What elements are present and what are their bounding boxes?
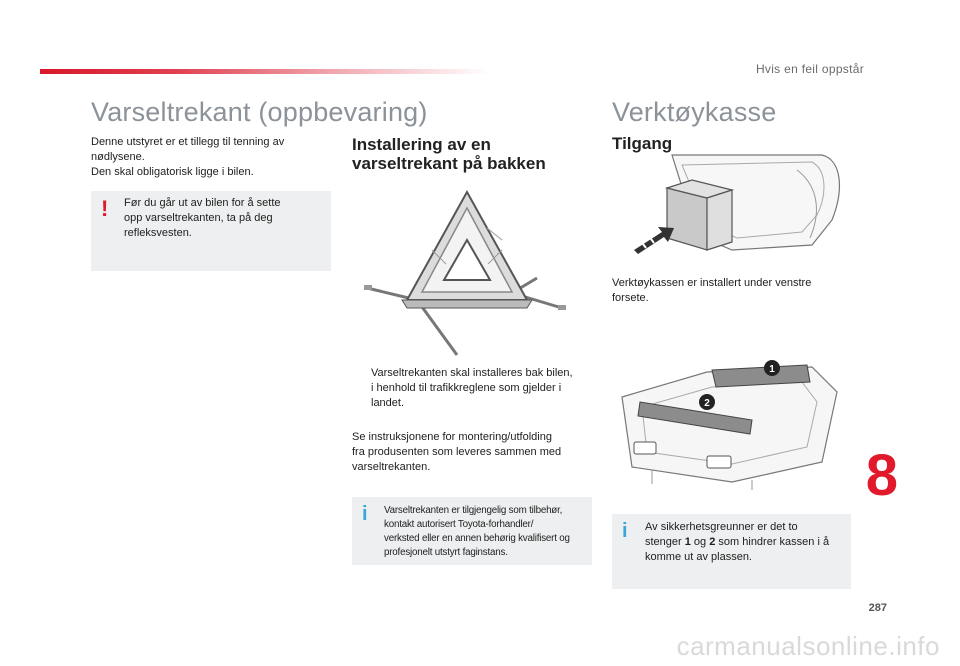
info-line: profesjonelt utstyrt faginstans. (384, 547, 508, 558)
info-line: kontakt autorisert Toyota-forhandler/ (384, 519, 534, 530)
warning-triangle-illustration (362, 180, 572, 358)
left-heading: Varseltrekant (oppbevaring) (91, 97, 428, 127)
warning-line: Før du går ut av bilen for å sette (124, 197, 281, 209)
warning-line: refleksvesten. (124, 227, 192, 239)
installation-bullet (352, 366, 588, 411)
middle-heading-line: Installering av en (352, 135, 491, 154)
middle-heading (352, 135, 546, 173)
paragraph-line: varseltrekanten. (352, 461, 431, 473)
info-line: komme ut av plassen. (645, 551, 752, 563)
right-info-box (612, 514, 851, 589)
info-icon: i (622, 520, 628, 542)
callout-1-label: 1 (769, 364, 775, 375)
warning-text (124, 196, 324, 241)
bullet-line: Varseltrekanten skal installeres bak bilen, (371, 367, 573, 379)
warning-line: opp varseltrekanten, ta på deg (124, 212, 273, 224)
watermark: carmanualsonline.info (676, 631, 940, 661)
paragraph-line: fra produsenten som leveres sammen med (352, 446, 562, 458)
paragraph-line: Verktøykassen er installert under venstre (612, 277, 812, 289)
warning-box (91, 191, 331, 271)
intro-line: Denne utstyret er et tillegg til tenning av (91, 136, 285, 148)
info-line: Varseltrekanten er tilgjengelig som tilbehør, (384, 505, 563, 516)
seat-toolbox-illustration (612, 150, 852, 265)
right-subheading: Tilgang (612, 134, 673, 153)
paragraph-line: Se instruksjonene for montering/utfolding (352, 431, 552, 443)
intro-line: Den skal obligatorisk ligge i bilen. (91, 166, 254, 178)
info-line: verksted eller en annen behørig kvalifisert og (384, 533, 570, 544)
bullet-line: i henhold til trafikkreglene som gjelder i (371, 382, 562, 394)
left-intro (91, 135, 321, 180)
right-info-text (645, 520, 845, 565)
section-title: Hvis en feil oppstår (755, 62, 864, 76)
toolbox-paragraph (612, 276, 848, 306)
info-icon: i (362, 503, 368, 525)
warning-icon: ! (101, 196, 109, 221)
chapter-number: 8 (865, 443, 898, 508)
right-heading: Verktøykasse (612, 97, 777, 127)
middle-info-box (352, 497, 592, 565)
info-line: stenger 1 og 2 som hindrer kassen i å (645, 536, 830, 548)
middle-heading-line: varseltrekant på bakken (352, 154, 546, 173)
paragraph-line: forsete. (612, 292, 649, 304)
instructions-paragraph (352, 430, 588, 475)
callout-2-label: 2 (704, 398, 710, 409)
header-accent-bar (40, 69, 490, 74)
info-line: Av sikkerhetsgreunner er det to (645, 521, 798, 533)
intro-line: nødlysene. (91, 151, 145, 163)
bullet-line: landet. (371, 397, 405, 409)
toolbox-bars-illustration (612, 352, 844, 492)
middle-info-text (384, 504, 590, 560)
page-number: 287 (868, 602, 887, 614)
